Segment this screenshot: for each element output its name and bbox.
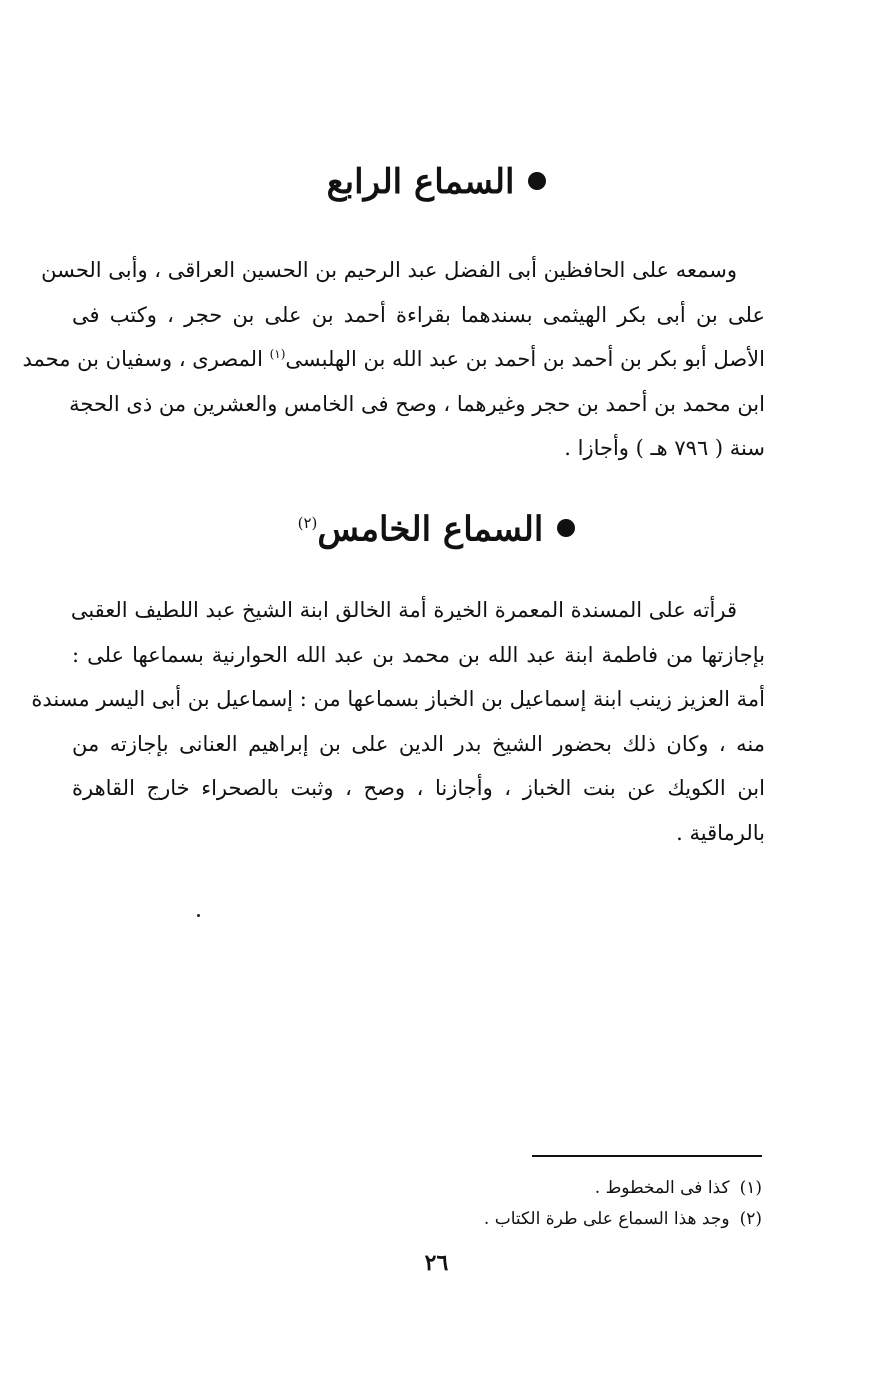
text-line: ابن الكويك عن بنت الخباز ، وأجازنا ، وصح ، وثبت بالصحراء خارج القاهرة (72, 776, 765, 801)
footnote-number: (٢) (739, 1209, 762, 1229)
section-paragraph-fifth-hearing (31, 588, 765, 856)
text-line: سنة ( ٧٩٦ هـ ) وأجازا . (564, 436, 765, 461)
footnote-number: (١) (739, 1178, 762, 1198)
text-line: منه ، وكان ذلك بحضور الشيخ بدر الدين على بن إبراهيم العنانى بإجازته من (72, 731, 765, 756)
text-segment: الأصل أبو بكر بن أحمد بن أحمد بن عبد الله بن الهلبسى (285, 347, 765, 372)
footnote-divider (532, 1155, 762, 1157)
text-line-with-footnote (22, 337, 765, 382)
text-line: على بن أبى بكر الهيثمى بسندهما بقراءة أحمد بن على بن حجر ، وكتب فى (72, 302, 765, 327)
text-line: أمة العزيز زينب ابنة إسماعيل بن الخباز بسماعها من : إسماعيل بن أبى اليسر مسندة (31, 687, 765, 712)
footnote-marker: (١) (269, 347, 286, 362)
footnote-marker: (٢) (297, 514, 318, 532)
section-heading-fifth-hearing (0, 503, 873, 549)
section-paragraph-fourth-hearing (22, 248, 765, 471)
bullet-icon (557, 519, 575, 537)
footnote-item (300, 1204, 762, 1235)
text-segment: المصرى ، وسفيان بن محمد (22, 347, 270, 372)
footnotes-list (300, 1173, 762, 1235)
text-line: وسمعه على الحافظين أبى الفضل عبد الرحيم بن الحسين العراقى ، وأبى الحسن (41, 258, 737, 282)
scan-speck (197, 914, 200, 917)
text-line: قرأته على المسندة المعمرة الخيرة أمة الخالق ابنة الشيخ عبد اللطيف العقبى (70, 598, 737, 622)
footnote-text: وجد هذا السماع على طرة الكتاب . (483, 1209, 730, 1229)
text-line: بالرماقية . (676, 820, 765, 845)
page-number: ٢٦ (424, 1250, 449, 1276)
section-heading-fourth-hearing (0, 162, 873, 202)
section-title: السماع الرابع (326, 162, 515, 202)
section-title: السماع الخامس (317, 509, 544, 550)
text-line: ابن محمد بن أحمد بن حجر وغيرهما ، وصح فى الخامس والعشرين من ذى الحجة (69, 391, 765, 416)
footnote-text: كذا فى المخطوط . (594, 1178, 730, 1198)
text-line: بإجازتها من فاطمة ابنة عبد الله بن محمد بن عبد الله الحوارنية بسماعها على : (72, 642, 765, 667)
footnote-item (300, 1173, 762, 1204)
bullet-icon (528, 172, 546, 190)
